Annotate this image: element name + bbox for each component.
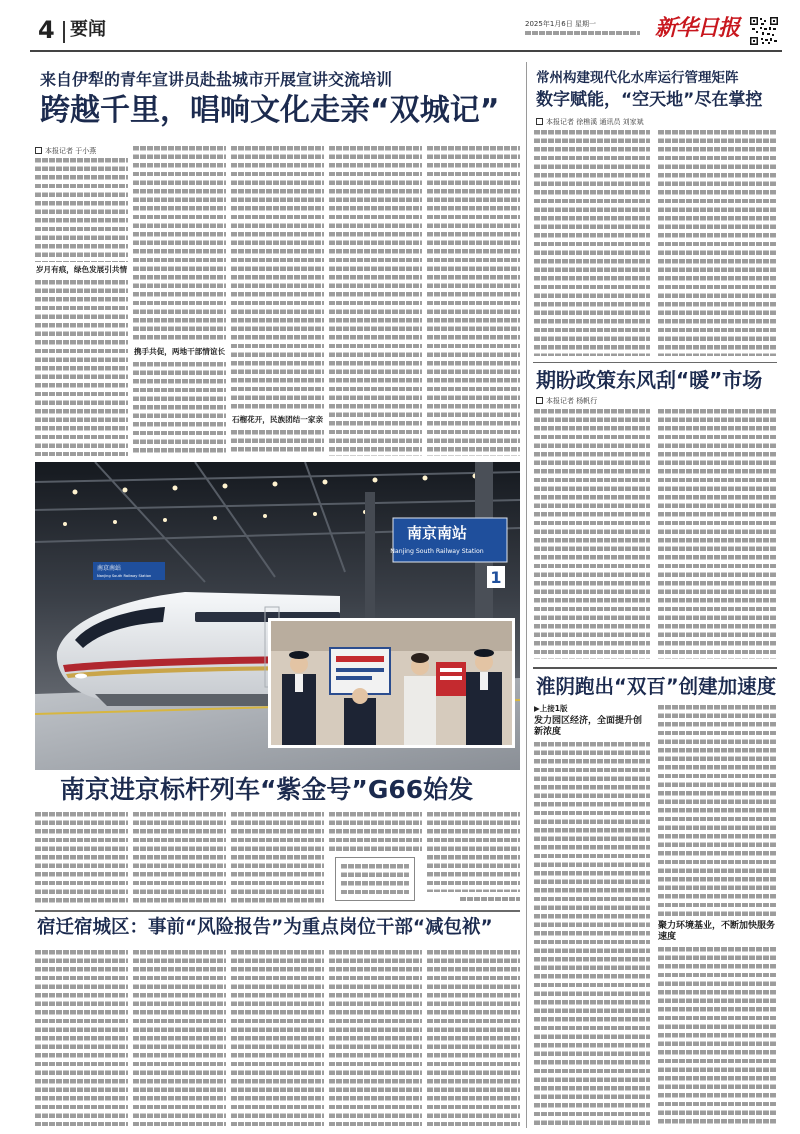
- issue-date: 2025年1月6日 星期一: [525, 20, 596, 28]
- header-editor-line: [525, 31, 640, 35]
- small-station-sign: [93, 562, 165, 580]
- body-text-lines: [35, 280, 128, 456]
- body-text-lines: [427, 146, 520, 456]
- article-headline: 数字赋能，“空天地”尽在掌控: [536, 90, 763, 110]
- sidebar-box: [335, 857, 415, 901]
- body-text-lines: [231, 812, 324, 904]
- article-headline: 南京进京标杆列车“紫金号”G66始发: [60, 775, 474, 804]
- article-byline: 本报记者 杨帆行: [536, 397, 597, 405]
- byline-lines: [460, 897, 520, 901]
- header-divider: [63, 21, 65, 43]
- body-text-lines: [35, 158, 128, 262]
- body-text-lines: [329, 812, 422, 852]
- section-rule: [533, 667, 777, 669]
- train-photo: [35, 462, 520, 770]
- body-text-lines: [658, 947, 776, 1126]
- body-text-lines: [231, 430, 324, 456]
- body-text-lines: [133, 362, 226, 456]
- article-headline: 淮阴跑出“双百”创建加速度: [536, 675, 777, 698]
- page-number: 4: [38, 16, 55, 44]
- article-subhead: 石榴花开，民族团结一家亲: [231, 415, 324, 424]
- section-title: 要闻: [70, 19, 106, 40]
- platform-number: 1: [490, 568, 502, 587]
- qr-code-icon: [750, 17, 778, 45]
- section-rule: [533, 362, 777, 363]
- article-byline: 本报记者 徐樵溪 通讯员 刘家斌: [536, 118, 644, 126]
- article-headline: 宿迁宿城区：事前“风险报告”为重点岗位干部“减包袱”: [37, 917, 493, 938]
- article-subhead: 岁月有痕，绿色发展引共情: [35, 265, 128, 274]
- banner: [330, 648, 390, 694]
- body-text-lines: [658, 705, 776, 917]
- section-rule: [35, 910, 520, 912]
- banner: [436, 662, 466, 696]
- continued-marker: ▶上接1版: [534, 704, 568, 713]
- article-kicker: 常州构建现代化水库运行管理矩阵: [536, 70, 739, 86]
- small-sign-cn: 南京南站: [97, 565, 122, 572]
- body-text-lines: [329, 146, 422, 456]
- inset-photo: [268, 618, 515, 748]
- article-subhead: 发力园区经济，全面提升创新浓度: [534, 716, 643, 737]
- body-text-lines: [341, 864, 409, 895]
- body-text-lines: [133, 146, 226, 344]
- article-headline: 跨越千里，唱响文化走亲“双城记”: [40, 93, 500, 128]
- body-text-lines: [35, 812, 128, 904]
- article-headline: 期盼政策东风刮“暖”市场: [536, 368, 763, 392]
- body-text-lines: [231, 146, 324, 412]
- body-text-lines: [35, 950, 128, 1126]
- body-text-lines: [427, 950, 520, 1126]
- body-text-lines: [658, 130, 776, 356]
- article-byline: 本报记者 于小燕: [35, 147, 96, 155]
- station-sign-en: Nanjing South Railway Station: [390, 548, 484, 555]
- station-sign-cn: 南京南站: [406, 524, 468, 542]
- header-rule: [30, 50, 782, 52]
- body-text-lines: [534, 130, 650, 356]
- body-text-lines: [427, 812, 520, 892]
- body-text-lines: [231, 950, 324, 1126]
- small-sign-en: Nanjing South Railway Station: [97, 574, 152, 578]
- body-text-lines: [534, 742, 650, 1126]
- body-text-lines: [133, 950, 226, 1126]
- body-text-lines: [133, 812, 226, 904]
- body-text-lines: [534, 409, 650, 659]
- column-divider: [526, 62, 527, 1128]
- body-text-lines: [329, 950, 422, 1126]
- article-subhead: 携手共促，两地干部情谊长: [133, 347, 226, 356]
- masthead-logo: 新华日报: [655, 15, 740, 41]
- article-kicker: 来自伊犁的青年宣讲员赴盐城市开展宣讲交流培训: [40, 70, 393, 89]
- article-subhead: 聚力环境基业，不断加快服务速度: [658, 921, 776, 942]
- body-text-lines: [658, 409, 776, 659]
